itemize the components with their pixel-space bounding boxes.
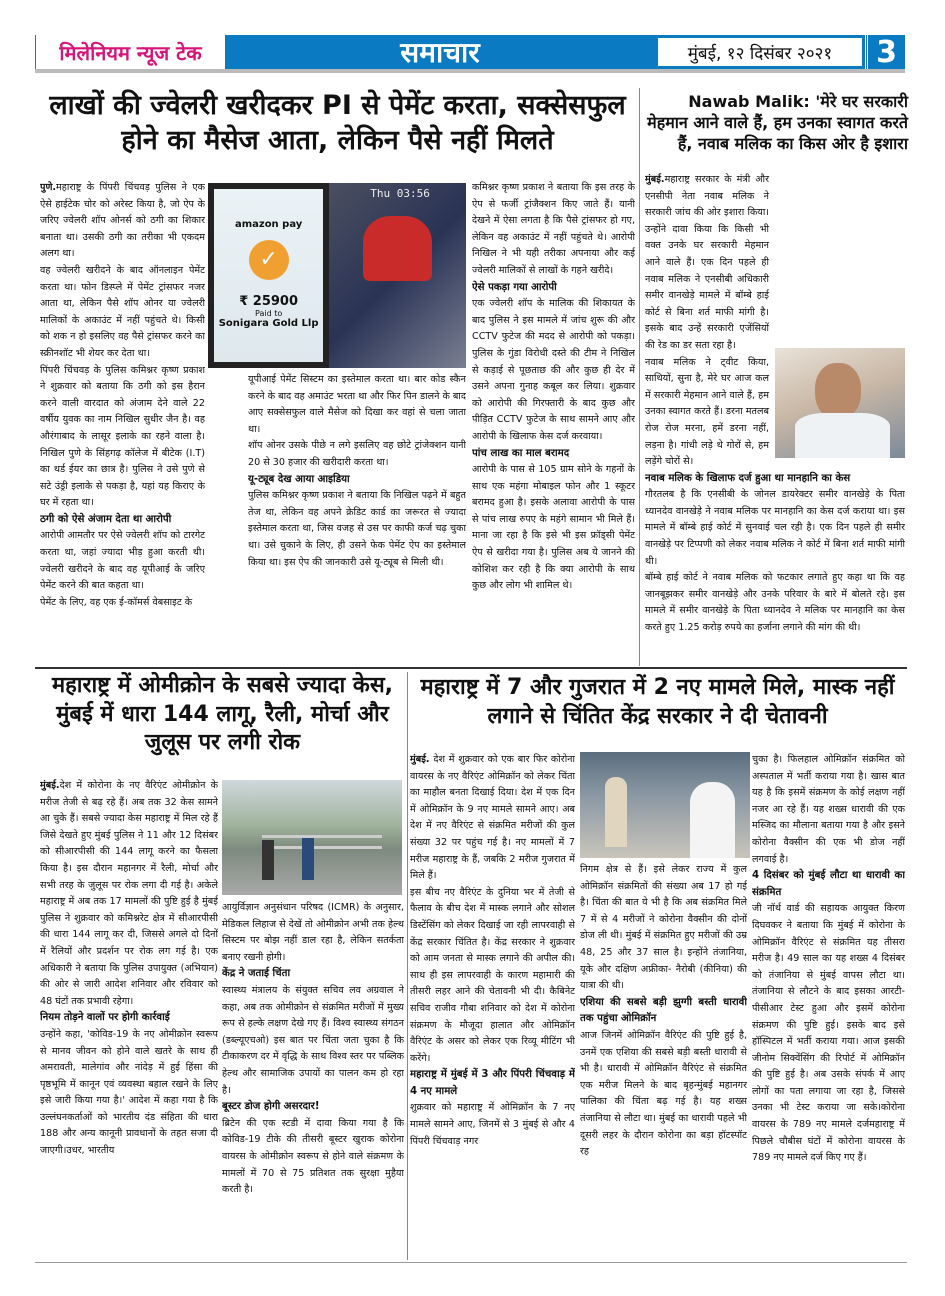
paragraph xyxy=(248,438,466,471)
edition-date: मुंबई, १२ दिसंबर २०२१ xyxy=(655,35,865,69)
paragraph xyxy=(222,983,404,1099)
paragraph-text: ब्रिटेन की एक स्टडी में दावा किया गया है कि कोविड-19 टीके की तीसरी बूस्टर खुराक कोरोना वायरस के ओमीक्रोन स्वरूप से होने वाले संक्रमण के मामलों में 70 से 75 प्रतिशत तक सुरक्षा मुहैया करती है। xyxy=(222,1117,404,1196)
paragraph xyxy=(40,528,205,594)
paid-to-label: Paid to xyxy=(255,309,283,318)
paragraph xyxy=(222,900,404,966)
paragraph-text: आरोपी के पास से 105 ग्राम सोने के गहनों के साथ एक महंगा मोबाइल फोन और 1 स्कूटर बरामद हुआ है। इसके अलावा आरोपी के पास से पांच लाख रुपए के महंगे सामान भी मिले हैं। माना जा रहा है कि इसे भी इस फ्रॉड्सी पेमेंट ऐप से खरीदा गया है। पुलिस अब ये जानने की कोशिश कर रही है कि क्या आरोपी के साथ कुछ और लोग भी शामिल थे। xyxy=(472,464,635,592)
paragraph-text: शुक्रवार को महाराष्ट्र में ओमिक्रॉन के 7 नए मामले सामने आए, जिनमें से 3 मुंबई से और 4 पिंपरी चिंचवाड़ नगर xyxy=(410,1102,575,1147)
page-number: 3 xyxy=(865,35,905,69)
paragraph-text: इस बीच नए वैरिएंट के दुनिया भर में तेजी से फैलाव के बीच देश में मास्क लगाने और सोशल डिस्टेंसिंग को लेकर दिखाई जा रही लापरवाही से केंद्र सरकार चिंतित है। केंद्र सरकार ने शुक्रवार को आम जनता से मास्क लगाने की अपील की। साथ ही इस लापरवाही के कारण महामारी की तीसरी लहर आने की चेतावनी भी दी। कैबिनेट सचिव राजीव गौबा शनिवार को देश में कोरोना संक्रमण के मौजूदा हालात और ओमिक्रॉन वैरिएंट के असर को लेकर एक रिव्यू मीटिंग भी करेंगे। xyxy=(410,886,575,1064)
payment-app-name: amazon pay xyxy=(234,219,303,230)
payee-name: Sonigara Gold Llp xyxy=(218,318,319,329)
cctv-still xyxy=(329,183,466,368)
paragraph xyxy=(410,885,575,1068)
paragraph-text: एक ज्वेलरी शॉप के मालिक की शिकायत के बाद पुलिस ने इस मामले में जांच शुरू की और CCTV फुटेज की मदद से आरोपी को पकड़ा। पुलिस के गुंडा विरोधी दस्ते की टीम ने निखिल से कड़ाई से पूछताछ की और कुछ ही देर में उसने अपना गुनाह कबूल कर लिया। शुक्रवार को आरोपी की गिरफ्तारी के बाद कुछ और पीड़ित CCTV फुटेज के साथ सामने आए और आरोपी के खिलाफ केस दर्ज करवाया। xyxy=(472,298,635,442)
paragraph-text: वह ज्वेलरी खरीदने के बाद ऑनलाइन पेमेंट करता था। फोन डिस्प्ले में पेमेंट ट्रांसफर नजर आता था, लेकिन पैसे शॉप ओनर या ज्वेलरी मालिकों के अकाउंट में नहीं पहुंचते थे। किसी को शक न हो इसलिए वह पैसे ट्रांसफर करने का स्क्रीनशॉट भी शेयर कर देता था। xyxy=(40,264,205,359)
subheading: ठगी को ऐसे अंजाम देता था आरोपी xyxy=(40,513,172,525)
payment-amount: ₹ 25900 xyxy=(239,294,299,309)
payment-screenshot xyxy=(208,183,329,368)
a3-column-1 xyxy=(40,778,218,1258)
paragraph-text: पेमेंट के लिए, वह एक ई-कॉमर्स वेबसाइट के xyxy=(40,596,193,608)
nawab-malik-photo xyxy=(775,348,905,458)
paragraph xyxy=(752,752,905,868)
fraud-photo xyxy=(208,183,466,368)
paragraph xyxy=(248,372,466,438)
paragraph xyxy=(40,180,205,263)
paragraph xyxy=(40,778,218,1010)
dateline: मुंबई. xyxy=(645,174,665,185)
subheading: यू-ट्यूब देख आया आइडिया xyxy=(248,473,350,485)
a1-column-1 xyxy=(40,180,205,665)
subheading: केंद्र ने जताई चिंता xyxy=(222,968,291,980)
paragraph-text: नवाब मलिक ने ट्वीट किया, साथियों, सुना है, मेरे घर आज कल में सरकारी मेहमान आने वाले हैं, हम उनका स्वागत करते हैं। डरना मतलब रोज रोज मरना, हमें डरना नहीं, लड़ना है। गांधी लड़े थे गोरों से, हम लड़ेंगे चोरों से। xyxy=(645,356,769,468)
headline-maharashtra-gujarat-cases: महाराष्ट्र में 7 और गुजरात में 2 नए मामले मिले, मास्क नहीं लगाने से चिंतित केंद्र सरकार ने दी चेतावनी xyxy=(420,675,895,729)
section-title: समाचार xyxy=(225,35,655,69)
paragraph-text: निगम क्षेत्र से हैं। इसे लेकर राज्य में कुल ओमिक्रॉन संक्रमितों की संख्या अब 17 हो गई है। चिंता की बात ये भी है कि अब संक्रमित मिले 7 में से 4 मरीजों ने कोरोना वैक्सीन की दोनों डोज ली थी। मुंबई में संक्रमित हुए मरीजों की उम्र 48, 25 और 37 साल है। इन्होंने तंजानिया, यूके और दक्षिण अफ्रीका- नैरोबी (कीनिया) की यात्रा की थी। xyxy=(580,864,747,992)
column-rule xyxy=(407,672,408,1260)
paragraph-text: चुका है। फिलहाल ओमिक्रॉन संक्रमित को अस्पताल में भर्ती कराया गया है। खास बात यह है कि इसमें संक्रमण के कोई लक्षण नहीं नजर आ रहे हैं। यह शख्स धारावी की एक मस्जिद का मौलाना बताया गया है और इसने कोरोना वैक्सीन की एक भी डोज नहीं लगवाई है। xyxy=(752,754,905,865)
cctv-timestamp: Thu 03:56 xyxy=(370,186,430,200)
paragraph-text: पिंपरी चिंचवड़ के पुलिस कमिश्नर कृष्ण प्रकाश ने शुक्रवार को बताया कि ठगी को इस हैरान करने वाली वारदात को अंजाम देने वाले 22 वर्षीय युवक का नाम निखिल सुधीर जैन है। वह औरंगाबाद के लासूर इलाके का रहने वाला है। निखिल पुणे के सिंहगढ़ कॉलेज में बीटेक (I.T) का थर्ड ईयर का छात्र है। पुलिस ने उसे पुणे से सटे उंड्री इलाके से पकड़ा है, यहां यह किराए के घर में रहता था। xyxy=(40,364,205,509)
paragraph xyxy=(40,595,205,612)
paragraph-text: महाराष्ट्र के पिंपरी चिंचवड़ पुलिस ने एक ऐसे हाईटेक चोर को अरेस्ट किया है, जो ऐप के जरिए ज्वेलरी शॉप ओनर्स को ठगी का शिकार बनाता था। उसकी ठगी का तरीका भी एकदम अलग था। xyxy=(40,182,205,260)
paragraph-text: यूपीआई पेमेंट सिस्टम का इस्तेमाल करता था। बार कोड स्कैन करने के बाद वह अमाउंट भरता था और फिर पिन डालने के बाद आए सक्सेसफुल वाले मैसेज को दिखा कर वहां से चला जाता था। xyxy=(248,374,466,435)
paragraph-text: आरोपी आमतौर पर ऐसे ज्वेलरी शॉप को टारगेट करता था, जहां ज्यादा भीड़ हुआ करती थी। ज्वेलरी खरीदने के बाद वह यूपीआई के जरिए पेमेंट करने की बात कहता था। xyxy=(40,530,205,592)
headline-nawab-malik: Nawab Malik: 'मेरे घर सरकारी मेहमान आने वाले हैं, हम उनका स्वागत करते हैं, नवाब मलिक का किस ओर है इशारा xyxy=(647,92,908,153)
checkmark-icon: ✓ xyxy=(249,240,289,280)
a3-column-2 xyxy=(222,900,404,1258)
paragraph-text: जी नॉर्थ वार्ड की सहायक आयुक्त किरण दिघवकर ने बताया कि मुंबई में कोरोना के ओमिक्रॉन वैरिएंट से संक्रमित यह तीसरा मरीज है। 49 साल का यह शख्स 4 दिसंबर को तंजानिया से मुंबई वापस लौटा था। तंजानिया से लौटने के बाद इसका आरटी-पीसीआर टेस्ट हुआ और इसमें कोरोना संक्रमण की पुष्टि हुई। इसके बाद इसे हॉस्पिटल में भर्ती कराया गया। आज इसकी जीनोम सिक्वेंसिंग की रिपोर्ट में ओमिक्रॉन की पुष्टि हुई है। अब उसके संपर्क में आए लोगों का पता लगाया जा रहा है, जिससे उनका भी टेस्ट कराया जा सके।कोरोना वायरस के 789 नए मामले दर्जमहाराष्ट्र में पिछले चौबीस घंटों में कोरोना वायरस के 789 नए मामले दर्ज किए गए हैं। xyxy=(752,903,905,1164)
section-divider xyxy=(35,667,907,669)
subheading: नियम तोड़ने वालों पर होगी कार्रवाई xyxy=(40,1012,170,1024)
paragraph-text: देश में शुक्रवार को एक बार फिर कोरोना वायरस के नए वैरिएंट ओमिक्रॉन को लेकर चिंता का माहौल बनता दिखाई दिया। देश में एक दिन में ओमिक्रॉन के 9 नए मामले सामने आए। अब देश में नए वैरिएंट से संक्रमित मरीजों की कुल संख्या 32 पर पहुंच गई है। नए मामलों में 7 मरीज महाराष्ट्र के हैं, जबकि 2 मरीज गुजरात में मिले हैं। xyxy=(410,754,575,882)
subheading: पांच लाख का माल बरामद xyxy=(472,447,570,459)
subheading: एशिया की सबसे बड़ी झुग्गी बस्ती धारावी तक पहुंचा ओमिक्रॉन xyxy=(580,996,747,1025)
dateline: पुणे. xyxy=(40,182,57,193)
masthead xyxy=(35,35,905,73)
paragraph-text: आयुर्विज्ञान अनुसंधान परिषद (ICMR) के अनुसार, मेडिकल लिहाज से देखें तो ओमीक्रोन अभी तक हेल्थ सिस्टम पर बोझ नहीं डाल रहा है, लेकिन सतर्कता बनाए रखनी होगी। xyxy=(222,902,404,963)
paragraph xyxy=(645,172,905,355)
paragraph-text: महाराष्ट्र सरकार के मंत्री और एनसीपी नेता नवाब मलिक ने सरकारी जांच की ओर इशारा किया। उन्होंने दावा किया कि किसी भी वक्त उनके घर सरकारी मेहमान आने वाले हैं। एक दिन पहले ही नवाब मलिक ने एनसीबी अधिकारी समीर वानखेड़े मामले में बॉम्बे हाई कोर्ट से बिना शर्त माफी मांगी है। इसके बाद उन्हें सरकारी एजेंसियों की रेड का डर सता रहा है। xyxy=(645,174,769,351)
dateline: मुंबई. xyxy=(40,780,60,791)
paragraph xyxy=(472,296,635,445)
newspaper-brand: मिलेनियम न्यूज टेक xyxy=(35,35,225,69)
subheading: नवाब मलिक के खिलाफ दर्ज हुआ था मानहानि का केस xyxy=(645,472,851,484)
paragraph xyxy=(580,1028,747,1161)
headline-jewelry-fraud: लाखों की ज्वेलरी खरीदकर PI से पेमेंट करता, सक्सेसफुल होने का मैसेज आता, लेकिन पैसे नहीं मिलते xyxy=(49,90,626,157)
paragraph-text: देश में कोरोना के नए वैरिएंट ओमीक्रोन के मरीज तेजी से बढ़ रहे हैं। अब तक 32 केस सामने आ चुके हैं। सबसे ज्यादा केस महाराष्ट्र में मिल रहे हैं जिसे देखते हुए मुंबई पुलिस ने 11 और 12 दिसंबर को सीआरपीसी की 144 लागू करने का फैसला किया है। इस दौरान महानगर में रैली, मोर्चा और सभी तरह के जुलूस पर रोक लगा दी गई है। अकेले महाराष्ट्र में अब तक 17 मामलों की पुष्टि हुई है मुंबई पुलिस ने शुक्रवार को कमिश्नरेट क्षेत्र में सीआरपीसी की धारा 144 लागू कर दी, जिससे अगले दो दिनों में रैलियों और प्रदर्शन पर रोक लग गई है। एक अधिकारी ने बताया कि पुलिस उपायुक्त (अभियान) की ओर से जारी आदेश शनिवार और रविवार को 48 घंटों तक प्रभावी रहेगा। xyxy=(40,780,218,1007)
a4-column-1 xyxy=(410,752,575,1258)
paragraph xyxy=(248,488,466,571)
paragraph xyxy=(410,752,575,885)
dateline: मुंबई. xyxy=(410,754,430,765)
paragraph xyxy=(410,1100,575,1150)
subheading: महाराष्ट्र में मुंबई में 3 और पिंपरी चिंचवाड़ में 4 नए मामले xyxy=(410,1069,575,1097)
paragraph xyxy=(40,363,205,512)
subheading: ऐसे पकड़ा गया आरोपी xyxy=(472,281,557,293)
paragraph-text: गौरतलब है कि एनसीबी के जोनल डायरेक्टर समीर वानखेड़े के पिता ध्यानदेव वानखेड़े ने नवाब मलिक पर मानहानि का केस दर्ज कराया था। इस मामले में बॉम्बे हाई कोर्ट में सुनवाई चल रही है। एक दिन पहले ही समीर वानखेड़े पर टिप्पणी को लेकर नवाब मलिक ने कोर्ट में बिना शर्त माफी मांगी थी। xyxy=(645,489,905,567)
street-barricade-photo xyxy=(222,780,402,895)
subheading: बूस्टर डोज होगी असरदार! xyxy=(222,1101,320,1113)
footer-rule xyxy=(35,1262,907,1263)
a4-column-2 xyxy=(580,862,747,1258)
paragraph xyxy=(222,1116,404,1199)
paragraph xyxy=(40,263,205,363)
paragraph xyxy=(752,901,905,1167)
paragraph xyxy=(580,862,747,995)
a1-column-3 xyxy=(472,180,635,665)
paragraph-text: पुलिस कमिश्नर कृष्ण प्रकाश ने बताया कि निखिल पढ़ने में बहुत तेज था, लेकिन वह अपने क्रेडिट कार्ड का जरूरत से ज्यादा इस्तेमाल करता था, जिस वजह से उस पर काफी कर्ज चढ़ चुका था। उसे चुकाने के लिए, ही उसने फेक पेमेंट ऐप का इस्तेमाल किया था। इस ऐप की जानकारी उसे यू-ट्यूब से मिली थी। xyxy=(248,490,466,568)
paragraph-text: कमिश्नर कृष्ण प्रकाश ने बताया कि इस तरह के ऐप से फर्जी ट्रांजैक्शन किए जाते हैं। यानी देखने में ऐसा लगता है कि पैसे ट्रांसफर हो गए, लेकिन वह अकाउंट में नहीं पहुंचते थे। आरोपी निखिल ने भी यही तरीका अपनाया और कई ज्वेलरी मालिकों से लाखों के गहने खरीदे। xyxy=(472,182,635,276)
paragraph xyxy=(40,1027,218,1160)
paragraph xyxy=(645,487,905,570)
a2-column-1 xyxy=(645,172,905,667)
subheading: 4 दिसंबर को मुंबई लौटा था धारावी का संक्रमित xyxy=(752,870,905,898)
a1-column-2 xyxy=(248,372,466,665)
paragraph-text: बॉम्बे हाई कोर्ट ने नवाब मलिक को फटकार लगाते हुए कहा था कि वह जानबूझकर समीर वानखेड़े और उनके परिवार के बारे में बोलते रहे। इस मामले में समीर वानखेड़े के पिता ध्यानदेव ने मलिक पर मानहानि का केस करते हुए 1.25 करोड़ रुपये का हर्जाना लगाने की मांग की थी। xyxy=(645,572,905,634)
airport-testing-photo xyxy=(580,752,750,858)
paragraph xyxy=(472,180,635,280)
a4-column-3 xyxy=(752,752,905,1258)
paragraph xyxy=(472,462,635,595)
paragraph xyxy=(645,570,905,636)
paragraph-text: उन्होंने कहा, 'कोविड-19 के नए ओमीक्रोन स्वरूप से मानव जीवन को होने वाले खतरे के साथ ही अमरावती, मालेगांव और नांदेड़ में हुई हिंसा की पृष्ठभूमि में कानून एवं व्यवस्था बहाल रखने के लिए इसे जारी किया गया है।' आदेश में कहा गया है कि उल्लंघनकर्ताओं को भारतीय दंड संहिता की धारा 188 और अन्य कानूनी प्रावधानों के तहत सजा दी जाएगी।उधर, भारतीय xyxy=(40,1028,218,1157)
headline-omicron-144: महाराष्ट्र में ओमीक्रोन के सबसे ज्यादा केस, मुंबई में धारा 144 लागू, रैली, मोर्चा और जुलूस पर लगी रोक xyxy=(51,673,394,756)
paragraph-text: स्वास्थ्य मंत्रालय के संयुक्त सचिव लव अग्रवाल ने कहा, अब तक ओमीक्रोन से संक्रमित मरीजों में मुख्य रूप से हल्के लक्षण देखे गए हैं। विश्व स्वास्थ्य संगठन (डब्ल्यूएचओ) इस बात पर चिंता जता चुका है कि टीकाकरण दर में वृद्धि के साथ विश्व स्तर पर पब्लिक हेल्थ और सामाजिक उपायों का पालन कम हो रहा है। xyxy=(222,984,404,1096)
paragraph-text: आज जिनमें ओमिक्रॉन वैरिएंट की पुष्टि हुई है, उनमें एक एशिया की सबसे बड़ी बस्ती धारावी से भी है। धारावी में ओमिक्रॉन वैरिएंट से संक्रमित एक मरीज मिलने के बाद बृहन्मुंबई महानगर पालिका की चिंता बढ़ गई है। यह शख्स तंजानिया से लौटा था। मुंबई का धारावी पहले भी दूसरी लहर के दौरान कोरोना का बड़ा हॉटस्पॉट रह xyxy=(580,1029,747,1158)
column-rule xyxy=(639,88,640,666)
paragraph-text: शॉप ओनर उसके पीछे न लगे इसलिए वह छोटे ट्रांजेक्शन यानी 20 से 30 हजार की खरीदारी करता था। xyxy=(248,440,466,468)
